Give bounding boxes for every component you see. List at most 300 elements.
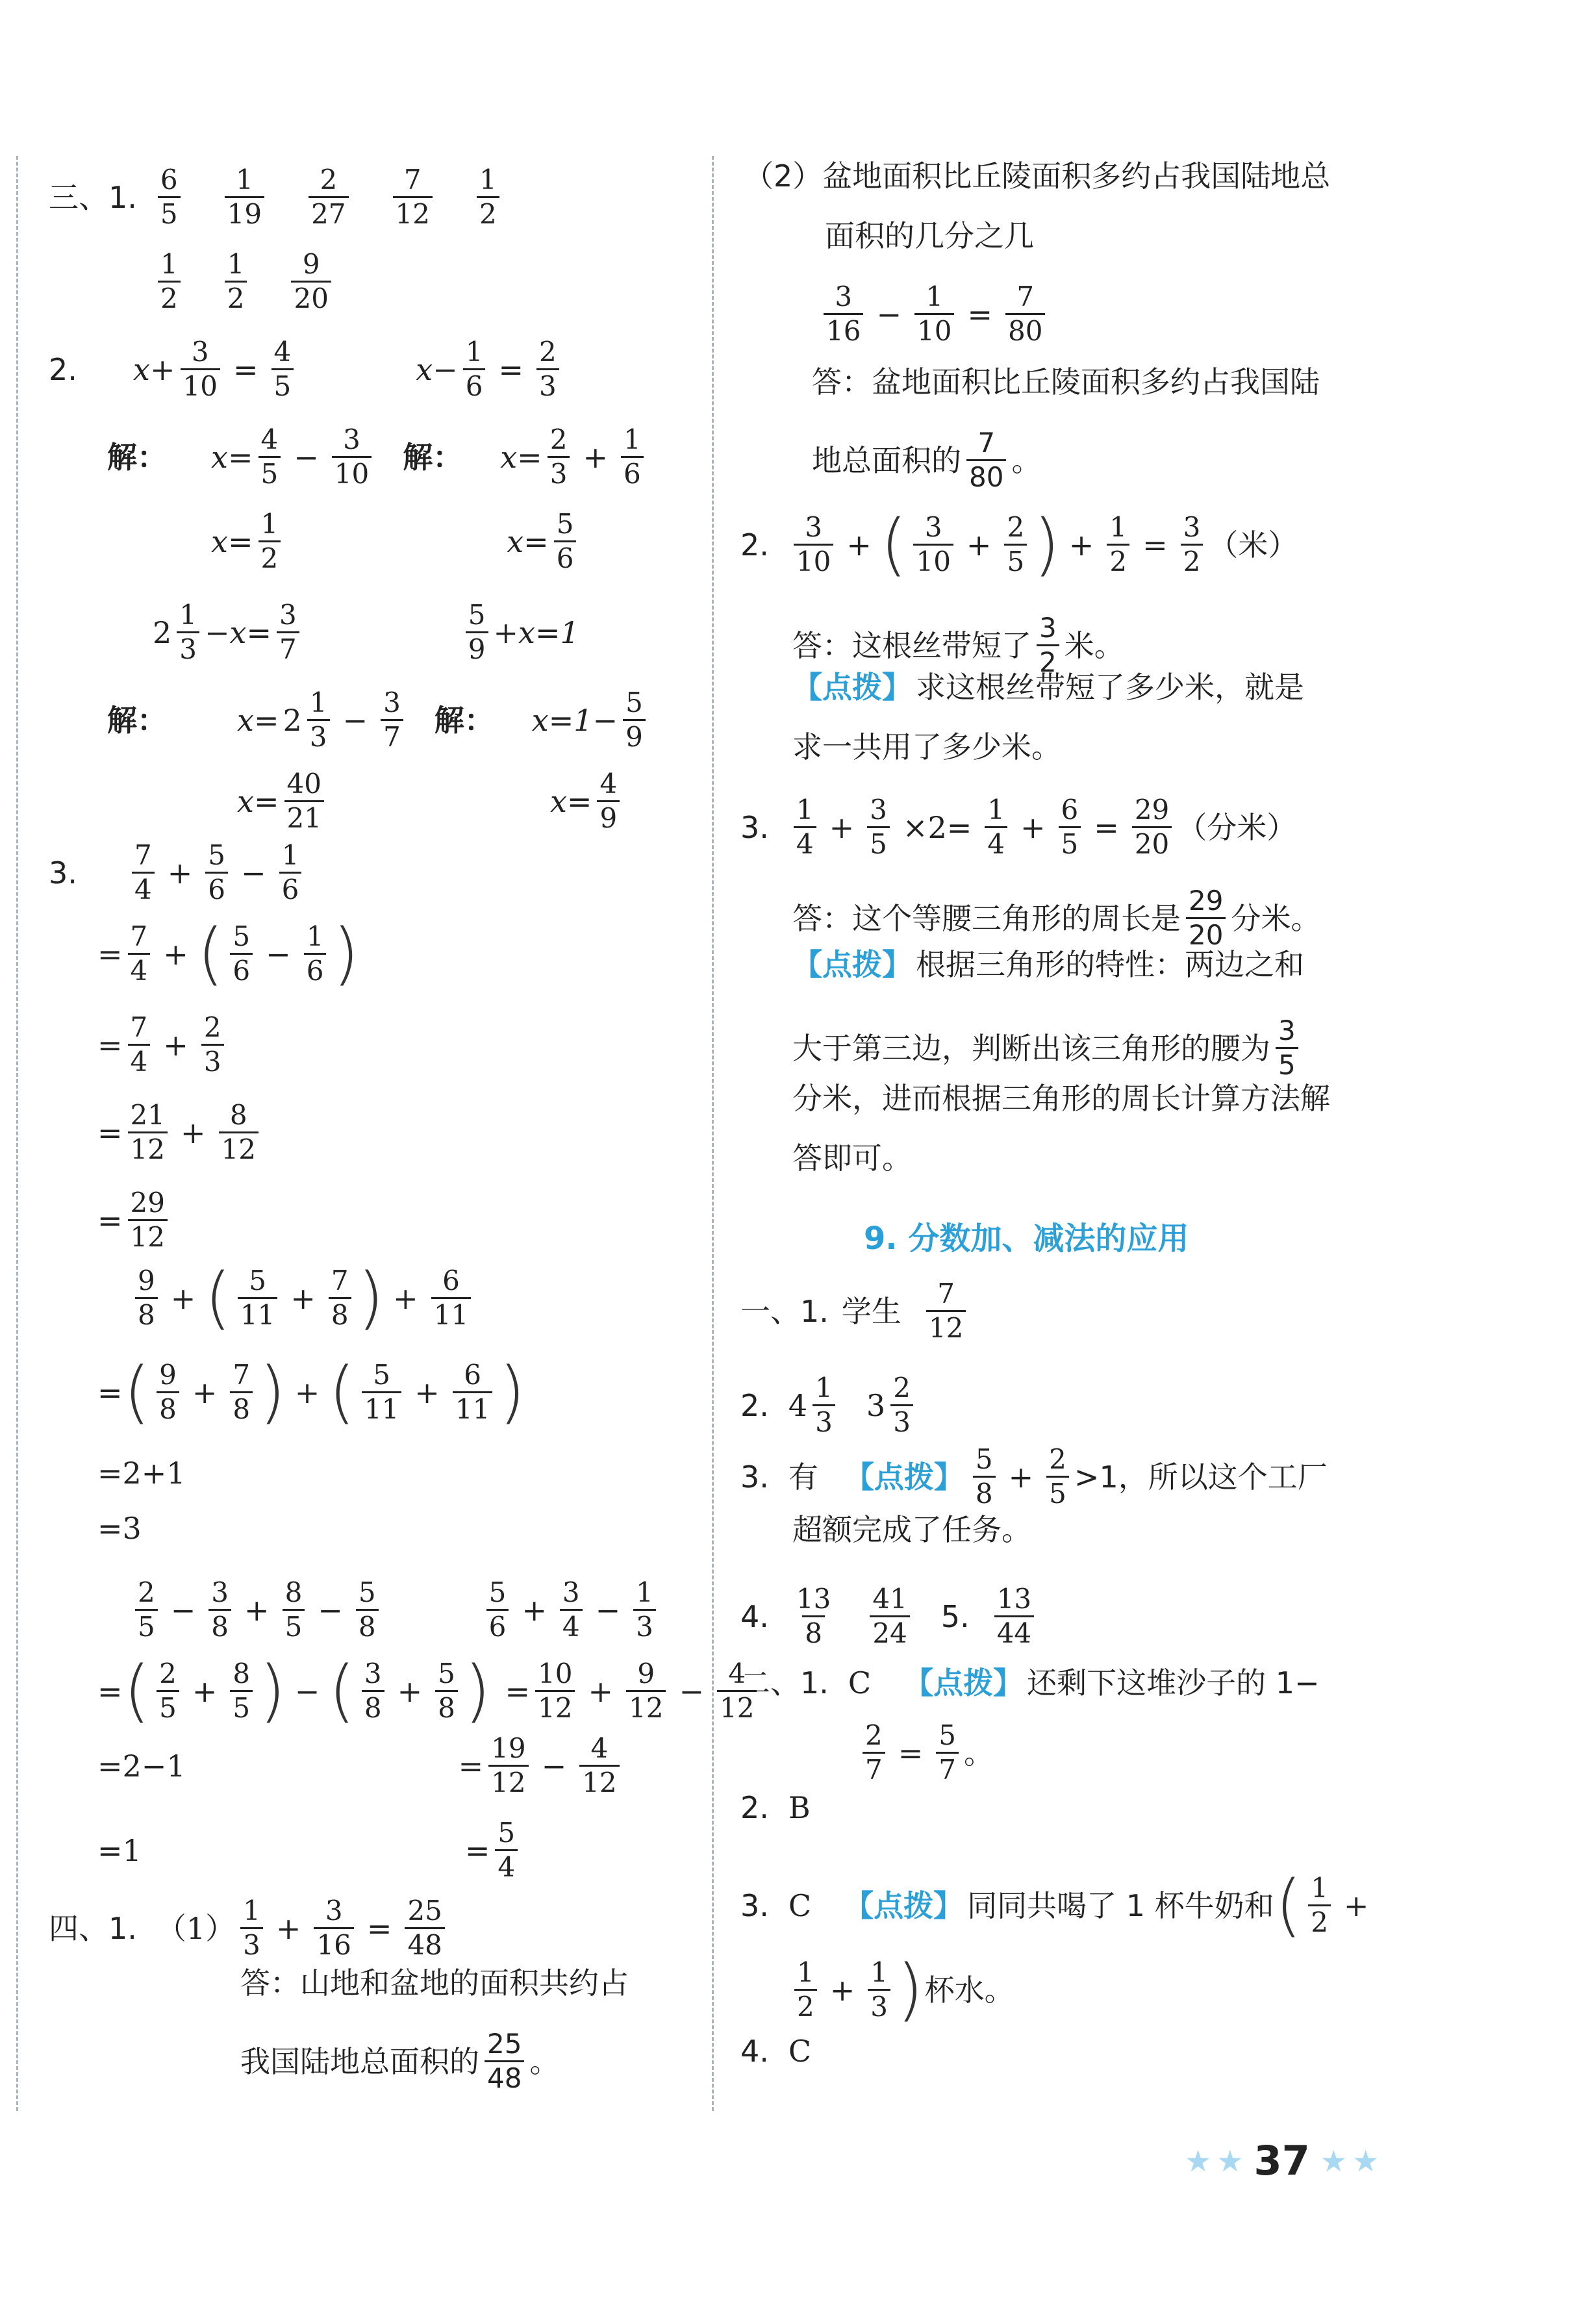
fraction [307,688,330,752]
denominator: 3 [868,1989,890,2021]
denominator: 7 [863,1752,885,1784]
numerator: 7 [403,164,422,196]
numerator: 3 [870,794,887,826]
question-text: （2）盆地面积比丘陵面积多约占我国陆地总 [744,158,1331,194]
fraction [633,1578,656,1641]
numerator: 1 [624,423,641,455]
denominator: 3 [536,368,559,401]
numerator: 13 [796,1583,831,1615]
numerator: 1 [796,794,814,826]
q2-result-a [211,510,581,573]
answer-text: 分米。 [1231,900,1321,936]
numerator: 3 [325,1895,343,1926]
numerator: 4 [590,1732,609,1764]
s1-q1 [740,1280,971,1343]
numerator: 5 [438,1658,455,1689]
denominator: 8 [356,1609,379,1641]
denominator: 5 [258,456,281,488]
denominator: 7 [277,631,299,664]
step-text: =2+1 [97,1456,186,1491]
r1-answer2 [812,429,1041,492]
fraction [536,338,559,401]
numerator: 4 [273,336,292,368]
numerator: 9 [637,1658,655,1689]
numerator: 29 [130,1187,165,1219]
denominator: 5 [157,1690,179,1723]
fraction [794,796,816,859]
fraction [597,770,620,833]
numerator: 4 [728,1658,746,1689]
question-label: 4. [740,2034,769,2069]
unit: （米） [1208,527,1298,562]
fraction [225,250,247,313]
denominator: 12 [128,1131,168,1164]
fraction [1186,887,1226,950]
solve-label: 解： [434,702,494,738]
q3-expr2: $\frac{9}{8}$ + ( $\frac{5}{11}$ + $\frac{7}{8}$ ) + $\frac{6}{11}$ [130,1267,476,1330]
page-footer [1182,2137,1381,2184]
numerator: 5 [249,1265,266,1296]
denominator: 20 [1186,917,1226,950]
numerator: 3 [191,336,209,368]
q2-solution-a: 解： x= $\frac{4}{5}$ − $\frac{3}{10}$ 解： x= $\frac{2}{3}$ + $\frac{1}{6}$ [107,425,649,488]
denominator: 5 [283,1609,305,1641]
numerator: 1 [870,1956,889,1988]
denominator: 10 [181,368,220,401]
denominator: 2 [158,281,181,313]
fraction [258,425,281,488]
numerator: 2 [138,1576,155,1608]
r1-line2 [825,218,1034,253]
fraction [466,601,488,664]
denominator: 80 [1005,313,1045,346]
s1-q2 [740,1374,918,1437]
expr-text: x= [211,439,253,475]
denominator: 2 [1181,544,1204,576]
denominator: 5 [1004,544,1027,576]
equals: = [498,351,524,387]
denominator: 8 [973,1476,996,1508]
page-left-border [16,156,18,2111]
denominator: 2 [1037,644,1059,677]
fraction [488,1734,528,1797]
fraction [238,1267,277,1330]
numerator: 5 [208,839,226,871]
fraction [230,922,253,985]
numerator: 6 [1061,794,1079,826]
fraction [219,1101,258,1164]
fraction [230,1660,253,1723]
numerator: 1 [815,1372,833,1404]
denominator: 8 [230,1391,253,1424]
t1-expr: $\frac{2}{7}$ = $\frac{5}{7}$ 。 [857,1721,994,1784]
numerator: 2 [320,164,338,196]
denominator: 27 [309,196,348,229]
denominator: 6 [205,872,228,904]
fraction [477,166,499,229]
numerator: 1 [1109,511,1128,543]
fraction [128,1013,151,1076]
numerator: 1 [1311,1872,1328,1904]
denominator: 4 [128,953,151,985]
question-label: 3. [740,1888,769,1923]
denominator: 24 [870,1615,909,1648]
denominator: 6 [279,872,302,904]
answer-text: 答：山地和盆地的面积共约占 [240,1965,629,2001]
numerator: 1 [260,508,279,540]
answer-text: 米。 [1064,627,1124,663]
whole-part: 2 [153,614,172,650]
section-label: 一、1. [740,1293,829,1329]
fraction [1046,1445,1069,1508]
fraction [985,796,1007,859]
tip-text: 大于第三边，判断出该三角形的腰为 [792,1030,1270,1066]
question-label: 3. [740,809,769,845]
fraction [157,1361,179,1424]
numerator: 6 [442,1265,460,1296]
numerator: 9 [159,1359,177,1391]
star-icon: ★ [1320,2143,1348,2179]
denominator: 2 [1107,544,1129,576]
q3-step4: = $\frac{29}{12}$ [97,1189,173,1252]
period: 。 [964,1735,994,1771]
numerator: 2 [549,423,568,455]
fraction [158,250,181,313]
numerator: 1 [179,599,197,631]
s3-q1-row1 [49,166,505,229]
s3-q1-row2 [153,250,336,313]
denominator: 48 [485,2060,524,2093]
equals: = [233,351,258,387]
answer-choice: C [848,1665,872,1700]
fraction [486,1578,509,1641]
period: 。 [529,2043,560,2079]
denominator: 5 [135,1609,158,1641]
denominator: 5 [867,826,890,859]
fraction [794,1958,817,2021]
fraction [1107,513,1129,576]
fraction [405,1897,444,1960]
denominator: 3 [240,1927,263,1960]
page-number: 37 [1254,2137,1310,2184]
fraction [1308,1874,1331,1937]
expr-text: x= [549,783,592,819]
fraction [431,1267,471,1330]
numerator: 3 [835,281,853,312]
numerator: 3 [364,1658,382,1689]
numerator: 2 [159,1658,177,1689]
denominator: 19 [225,196,264,229]
s4-answer-line1 [240,1965,629,2001]
fraction [973,1445,996,1508]
question-label: 5. [940,1598,970,1634]
section-label: 四、1. [49,1910,137,1946]
fraction [435,1660,458,1723]
denominator: 8 [157,1391,179,1424]
s4-q1: 四、1. （1） $\frac{1}{3}$ + $\frac{3}{16}$ = $\frac{25}{48}$ [49,1897,450,1960]
fraction [356,1578,379,1641]
numerator: 8 [229,1099,247,1131]
denominator: 2 [477,196,499,229]
denominator: 10 [914,313,954,346]
numerator: 2 [539,336,557,368]
fraction [870,1585,909,1648]
fraction [626,1660,666,1723]
fraction [309,166,348,229]
fraction [560,1578,583,1641]
r3-tip1 [792,947,1304,982]
denominator: 4 [495,1849,518,1882]
expr-text: x− [416,351,458,387]
expr-text: x= [507,524,549,559]
q3-step1: = $\frac{7}{4}$ + ( $\frac{5}{6}$ − $\frac{1}{6}$ ) [97,913,359,993]
unit: （分米） [1177,809,1297,845]
denominator: 9 [623,719,646,752]
fraction [1004,513,1027,576]
answer-text: 答：这根丝带短了 [792,627,1031,663]
denominator: 12 [128,1219,168,1252]
answer-text: 学生 [841,1293,901,1329]
fraction [158,166,181,229]
fraction [623,688,646,752]
star-icon: ★ [1185,2143,1212,2179]
fraction [291,250,331,313]
denominator: 48 [405,1927,444,1960]
fraction [994,1585,1034,1648]
t2 [740,1790,811,1825]
r1-expr: $\frac{3}{16}$ − $\frac{1}{10}$ = $\frac{7}{80}$ [818,283,1050,346]
numerator: 2 [1049,1443,1066,1475]
numerator: 1 [987,794,1005,826]
numerator: 1 [227,248,245,280]
denominator: 2 [225,281,247,313]
r2-answer [792,614,1124,677]
fraction [271,338,294,401]
denominator: 5 [271,368,294,401]
fraction [1037,614,1059,677]
expr-text: x= [211,524,253,559]
fraction [890,1374,913,1437]
fraction [258,510,281,573]
star-icon: ★ [1352,2143,1380,2179]
numerator: 1 [465,336,483,368]
numerator: 13 [996,1583,1032,1615]
denominator: 4 [985,826,1007,859]
tip-text: 求一共用了多少米。 [792,729,1061,764]
denominator: 21 [284,800,324,833]
q3-step3: = $\frac{21}{12}$ + $\frac{8}{12}$ [97,1101,264,1164]
fraction [824,283,863,346]
fraction [1276,1017,1298,1080]
numerator: 7 [937,1278,955,1309]
question-text: 面积的几分之几 [825,218,1034,253]
period: 。 [1011,442,1042,478]
fraction [914,283,954,346]
denominator: 5 [1276,1047,1298,1080]
fraction [128,922,151,985]
numerator: 29 [1189,885,1224,916]
solve-label: 解： [403,439,463,475]
expr-text: −x= [205,614,272,650]
fraction [230,1361,253,1424]
section-label: 三、1. [49,179,137,215]
denominator: 12 [488,1765,528,1797]
numerator: 4 [599,768,618,800]
solve-label: 解： [107,702,167,738]
q3-expr1: 3. $\frac{7}{4}$ + $\frac{5}{6}$ − $\frac{1}{6}$ [49,841,307,904]
fraction [240,1897,263,1960]
s4-answer-line2 [240,2030,559,2093]
numerator: 2 [865,1719,883,1751]
numerator: 1 [306,920,324,952]
r3-tip4 [792,1141,912,1176]
denominator: 10 [332,456,372,488]
numerator: 3 [562,1576,580,1608]
denominator: 3 [177,631,199,664]
solve-label: 解： [107,439,167,475]
fraction [128,1101,168,1164]
numerator: 2 [893,1372,911,1404]
tip-text: 还剩下这堆沙子的 1− [1027,1665,1320,1700]
denominator: 12 [535,1690,575,1723]
denominator: 3 [633,1609,656,1641]
denominator: 11 [362,1391,401,1424]
numerator: 41 [872,1583,907,1615]
fraction [177,601,199,664]
star-icon: ★ [1216,2143,1244,2179]
denominator: 3 [548,456,570,488]
denominator: 11 [238,1297,277,1330]
numerator: 3 [1278,1015,1296,1046]
numerator: 21 [130,1099,165,1131]
fraction [453,1361,492,1424]
numerator: 7 [130,1011,148,1043]
question-label: 2. [740,1387,769,1423]
numerator: 7 [130,920,148,952]
numerator: 5 [233,920,251,952]
question-label: 4. [740,1598,769,1634]
fraction [181,338,220,401]
fraction [794,513,833,576]
numerator: 8 [233,1658,251,1689]
numerator: 1 [636,1576,653,1608]
tip-text: 根据三角形的特性：两边之和 [916,947,1304,982]
expr-text: x= [237,702,279,738]
s1-q3-line2 [792,1512,1031,1547]
tip-label: 【点拨】 [903,1665,1024,1700]
numerator: 40 [286,768,321,800]
r3-answer [792,887,1320,950]
r3-tip3 [792,1081,1330,1116]
denominator: 12 [626,1690,666,1723]
denominator: 6 [463,368,486,401]
numerator: 3 [1183,511,1201,543]
numerator: 5 [498,1817,516,1849]
fraction [284,770,324,833]
denominator: 2 [794,1989,817,2021]
question-label: 2. [740,527,769,562]
numerator: 3 [383,687,401,718]
fraction [867,796,890,859]
denominator: 8 [208,1609,231,1641]
q3-expr2-step3 [97,1511,142,1546]
numerator: 2 [203,1011,221,1043]
expr-text: x+ [133,351,175,387]
denominator: 5 [1059,826,1081,859]
numerator: 3 [805,511,822,543]
answer-text: 有 [788,1459,818,1495]
tip-text: 答即可。 [792,1141,912,1176]
denominator: 4 [794,826,816,859]
fraction [205,841,228,904]
answer-text: 杯水。 [924,1972,1015,2008]
fraction [1181,513,1204,576]
fraction [283,1578,305,1641]
fraction [201,1013,224,1076]
answer-text: 我国陆地总面积的 [240,2043,479,2079]
denominator: 6 [304,953,327,985]
denominator: 16 [824,313,863,346]
expr-text: x=1− [531,702,618,738]
answer-text: 地总面积的 [812,442,961,478]
fraction [554,510,577,573]
s1-q3: 3. 有 【点拨】 $\frac{5}{8}$ + $\frac{2}{5}$ >1，所以这个工厂 [740,1443,1328,1510]
numerator: 1 [160,248,178,280]
s1-q4-q5 [740,1585,1039,1648]
q3-expr2-step2 [97,1456,186,1491]
answer-choice: C [788,2034,812,2069]
numerator: 7 [233,1359,251,1391]
numerator: 10 [537,1658,573,1689]
denominator: 8 [329,1297,351,1330]
r2-expr: 2. $\frac{3}{10}$ + ( $\frac{3}{10}$ + $\frac{2}{5}$ ) + $\frac{1}{2}$ = $\frac{3}{2}$ （米） [740,504,1298,584]
fraction [362,1660,384,1723]
numerator: 25 [407,1895,442,1926]
numerator: 5 [358,1576,376,1608]
tip-label: 【点拨】 [792,670,912,705]
denominator: 12 [219,1131,258,1164]
fraction [926,1280,966,1343]
numerator: 1 [235,164,253,196]
q3-step2: = $\frac{7}{4}$ + $\frac{2}{3}$ [97,1013,229,1076]
numerator: 7 [977,427,996,459]
fraction [157,1660,179,1723]
denominator: 2 [1308,1904,1331,1937]
fraction [279,841,302,904]
question-label: 2. [740,1790,769,1825]
fraction [332,425,372,488]
fraction [863,1721,885,1784]
numerator: 19 [491,1732,526,1764]
denominator: 11 [453,1391,492,1424]
fraction [132,841,155,904]
section-label: 二、1. [740,1665,829,1700]
numerator: 7 [331,1265,349,1296]
denominator: 3 [307,719,330,752]
numerator: 3 [279,599,297,631]
numerator: 29 [1134,794,1170,826]
fraction [135,1267,158,1330]
denominator: 5 [158,196,181,229]
numerator: 5 [468,599,486,631]
numerator: 5 [975,1443,993,1475]
tip-label: 【点拨】 [844,1459,964,1495]
denominator: 8 [802,1615,825,1648]
answer-text: >1，所以这个工厂 [1074,1459,1328,1495]
fraction [1005,283,1045,346]
q2-result-b [237,770,625,833]
numerator: 3 [924,511,942,543]
